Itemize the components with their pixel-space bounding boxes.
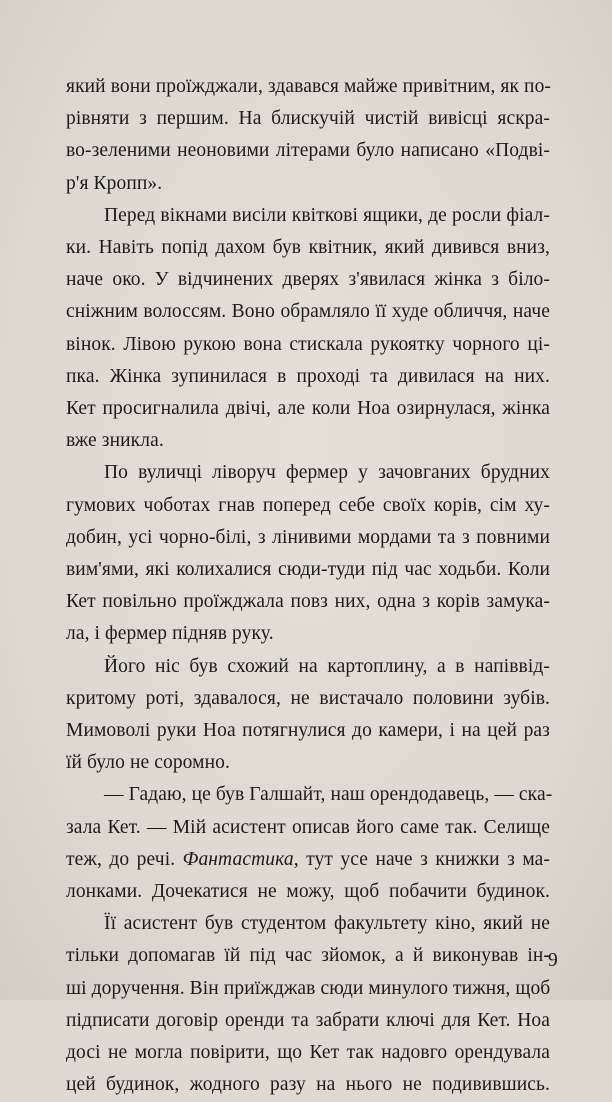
text-line: лонками. Дочекатися не можу, щоб побачити будинок. <box>66 881 550 903</box>
text-line: ла, і фермер підняв руку. <box>66 623 274 645</box>
text-line: Перед вікнами висіли квіткові ящики, де росли фіал- <box>104 204 550 226</box>
text-line: рівняти з першим. На блискучій чистій вивісці яскра- <box>66 108 550 130</box>
text-line: тільки допомагав їй під час зйомок, а й виконував ін- <box>66 945 550 967</box>
text-line: їй було не соромно. <box>66 752 230 774</box>
text-line: Кет повільно проїжджала повз них, одна з корів замука- <box>66 591 550 613</box>
text-line: наче око. У відчинених дверях з'явилася жінка з біло- <box>66 269 550 291</box>
paragraph-2 <box>66 200 550 458</box>
text-line: ші доручення. Він приїжджав сюди минулого тижня, щоб <box>66 977 551 999</box>
page-number: 9 <box>548 950 558 971</box>
text-segment: , тут усе наче з книжки з ма- <box>293 848 550 870</box>
text-line: пка. Жінка зупинилася в проході та дивилася на них. <box>66 365 550 387</box>
text-line: добин, усі чорно-білі, з лінивими мордами та з повними <box>66 526 550 548</box>
text-line: ки. Навіть попід дахом був квітник, який дивився вниз, <box>66 237 550 259</box>
paragraph-1 <box>66 71 550 200</box>
body-text <box>66 71 553 1102</box>
text-line: гумових чоботах гнав поперед себе своїх корів, сім ху- <box>66 494 550 516</box>
text-line: Її асистент був студентом факультету кіно, який не <box>104 913 550 935</box>
text-line-with-italic <box>66 844 550 876</box>
text-line: підписати договір оренди та забрати ключі для Кет. Ноа <box>66 1009 550 1031</box>
paragraph-3 <box>66 457 550 650</box>
text-line: досі не могла повірити, що Кет так надовго орендувала <box>66 1042 550 1064</box>
text-line: критому роті, здавалося, не вистачало половини зубів. <box>66 687 550 709</box>
text-segment: теж, до речі. <box>66 848 183 870</box>
text-line: Кет просигналила двічі, але коли Ноа озирнулася, жінка <box>66 398 550 420</box>
text-line: вже зникла. <box>66 430 164 452</box>
paragraph-6 <box>66 908 550 1101</box>
text-line: вим'ями, які колихалися сюди-туди під час ходьби. Коли <box>66 559 550 581</box>
text-line: цей будинок, жодного разу на нього не подивившись. <box>66 1074 550 1096</box>
text-line: зала Кет. — Мій асистент описав його саме так. Селище <box>66 816 550 838</box>
text-line: По вуличці ліворуч фермер у зачовганих брудних <box>104 462 550 484</box>
text-line: сніжним волоссям. Воно обрамляло її худе обличчя, наче <box>66 301 550 323</box>
paragraph-4 <box>66 651 550 780</box>
text-line: Мимоволі руки Ноа потягнулися до камери, і на цей раз <box>66 720 550 742</box>
text-line: р'я Кропп». <box>66 172 163 194</box>
italic-word: Фантастика <box>182 848 294 870</box>
paragraph-5 <box>66 779 553 908</box>
text-line: во-зеленими неоновими літерами було написано «Подві- <box>66 140 550 162</box>
text-line: — Гадаю, це був Галшайт, наш орендодавець, — ска- <box>104 784 553 806</box>
text-line: вінок. Лівою рукою вона стискала рукоятку чорного ці- <box>66 333 550 355</box>
text-line: який вони проїжджали, здавався майже привітним, як по- <box>66 76 552 97</box>
text-line: Його ніс був схожий на картоплину, а в напіввід- <box>104 655 550 677</box>
